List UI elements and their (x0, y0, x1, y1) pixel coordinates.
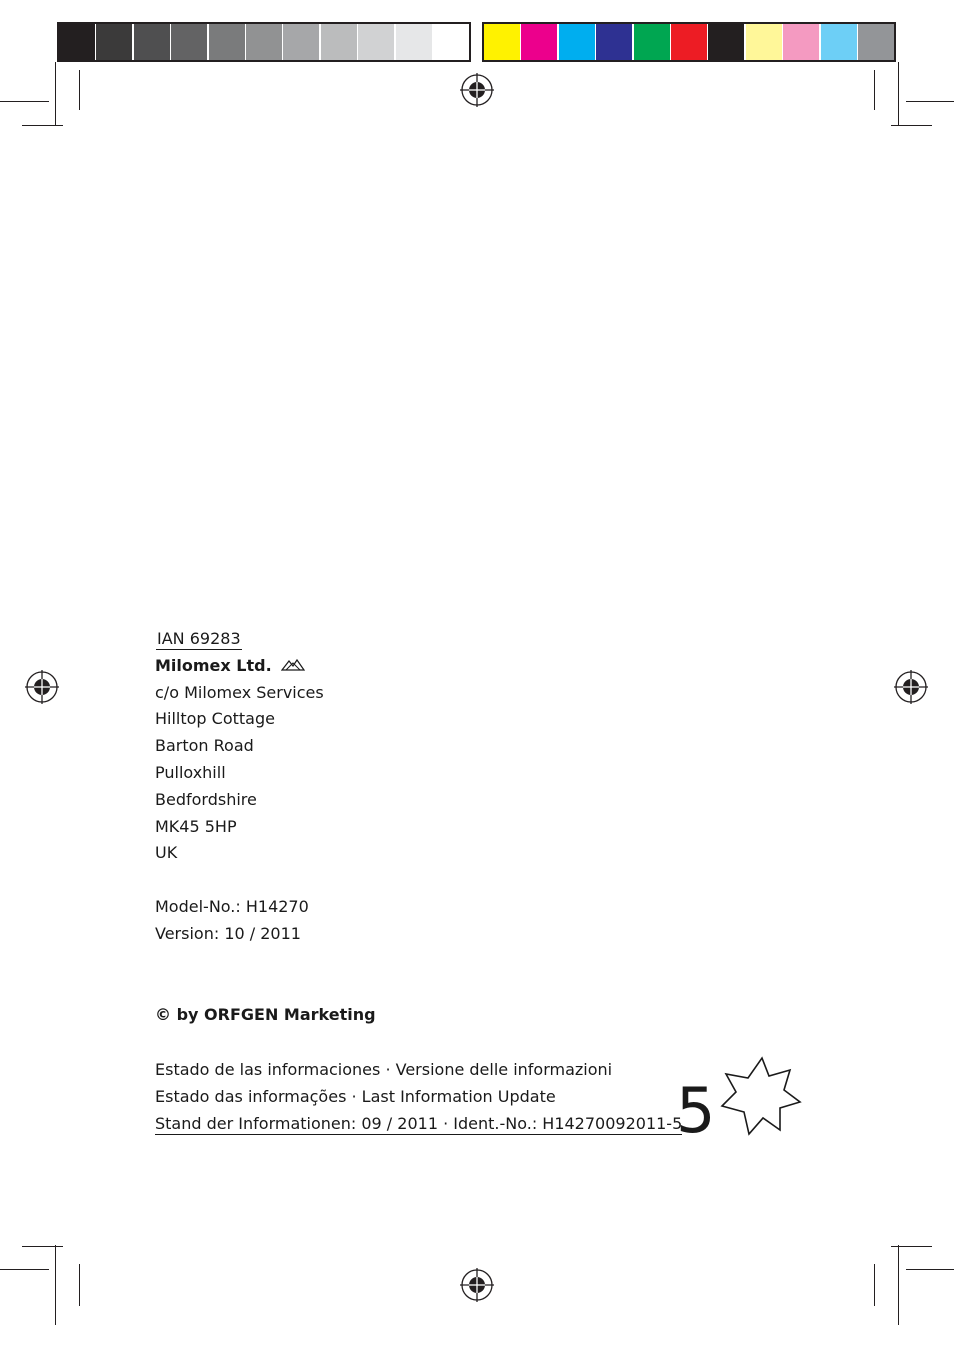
crop-mark (22, 125, 63, 126)
ian-number: IAN 69283 (157, 629, 241, 648)
color-swatch (858, 24, 894, 60)
company-row (155, 653, 324, 680)
grey-swatch (283, 24, 319, 60)
address-line: c/o Milomex Services (155, 682, 324, 702)
grey-swatch (358, 24, 394, 60)
status-line: Estado de las informaciones · Versione delle informazioni (155, 1060, 613, 1079)
address-line: Pulloxhill (155, 762, 226, 782)
address-line: Barton Road (155, 736, 254, 756)
address-line: MK45 5HP (155, 816, 237, 836)
registration-mark-icon (894, 670, 928, 704)
color-swatch (559, 24, 595, 60)
crop-mark (906, 101, 954, 102)
color-swatch (484, 24, 520, 60)
calendar-number: 5 (676, 1074, 716, 1147)
color-bar (482, 22, 896, 62)
registration-mark-icon (25, 670, 59, 704)
registration-mark-icon (460, 73, 494, 107)
manufacturer-info (155, 626, 324, 948)
grey-swatch (96, 24, 132, 60)
registration-mark-icon (460, 1268, 494, 1302)
address-line: Bedfordshire (155, 789, 257, 809)
company-name: Milomex Ltd. (155, 655, 272, 675)
address-line: Hilltop Cottage (155, 709, 275, 729)
grey-swatch (134, 24, 170, 60)
grey-swatch (433, 24, 469, 60)
crop-mark (874, 1264, 875, 1306)
ian-row (155, 626, 324, 653)
color-swatch (821, 24, 857, 60)
grey-swatch (59, 24, 95, 60)
crop-mark (55, 62, 56, 126)
color-swatch (596, 24, 632, 60)
crop-mark (55, 1245, 56, 1325)
color-swatch (708, 24, 744, 60)
color-swatch (521, 24, 557, 60)
model-number: Model-No.: H14270 (155, 896, 309, 916)
version: Version: 10 / 2011 (155, 923, 301, 943)
crop-mark (22, 1246, 63, 1247)
grey-swatch (209, 24, 245, 60)
crop-mark (0, 1269, 49, 1270)
information-status (155, 1057, 682, 1137)
star-icon (718, 1056, 802, 1136)
crop-mark (898, 1245, 899, 1325)
crop-mark (79, 1264, 80, 1306)
color-swatch (671, 24, 707, 60)
copyright: © by ORFGEN Marketing (155, 1005, 376, 1024)
color-swatch (783, 24, 819, 60)
grey-swatch (171, 24, 207, 60)
grey-swatch (321, 24, 357, 60)
grey-swatch (246, 24, 282, 60)
crop-mark (0, 101, 49, 102)
address-line: UK (155, 843, 178, 863)
status-line: Estado das informações · Last Information Update (155, 1086, 556, 1106)
greyscale-bar (57, 22, 471, 62)
crop-mark (79, 70, 80, 110)
crop-mark (874, 70, 875, 110)
crop-mark (906, 1269, 954, 1270)
crop-mark (898, 62, 899, 126)
mountain-logo-icon (281, 658, 305, 672)
status-line: Stand der Informationen: 09 / 2011 · Ident.-No.: H14270092011-5 (155, 1113, 683, 1133)
color-swatch (634, 24, 670, 60)
color-swatch (746, 24, 782, 60)
grey-swatch (396, 24, 432, 60)
